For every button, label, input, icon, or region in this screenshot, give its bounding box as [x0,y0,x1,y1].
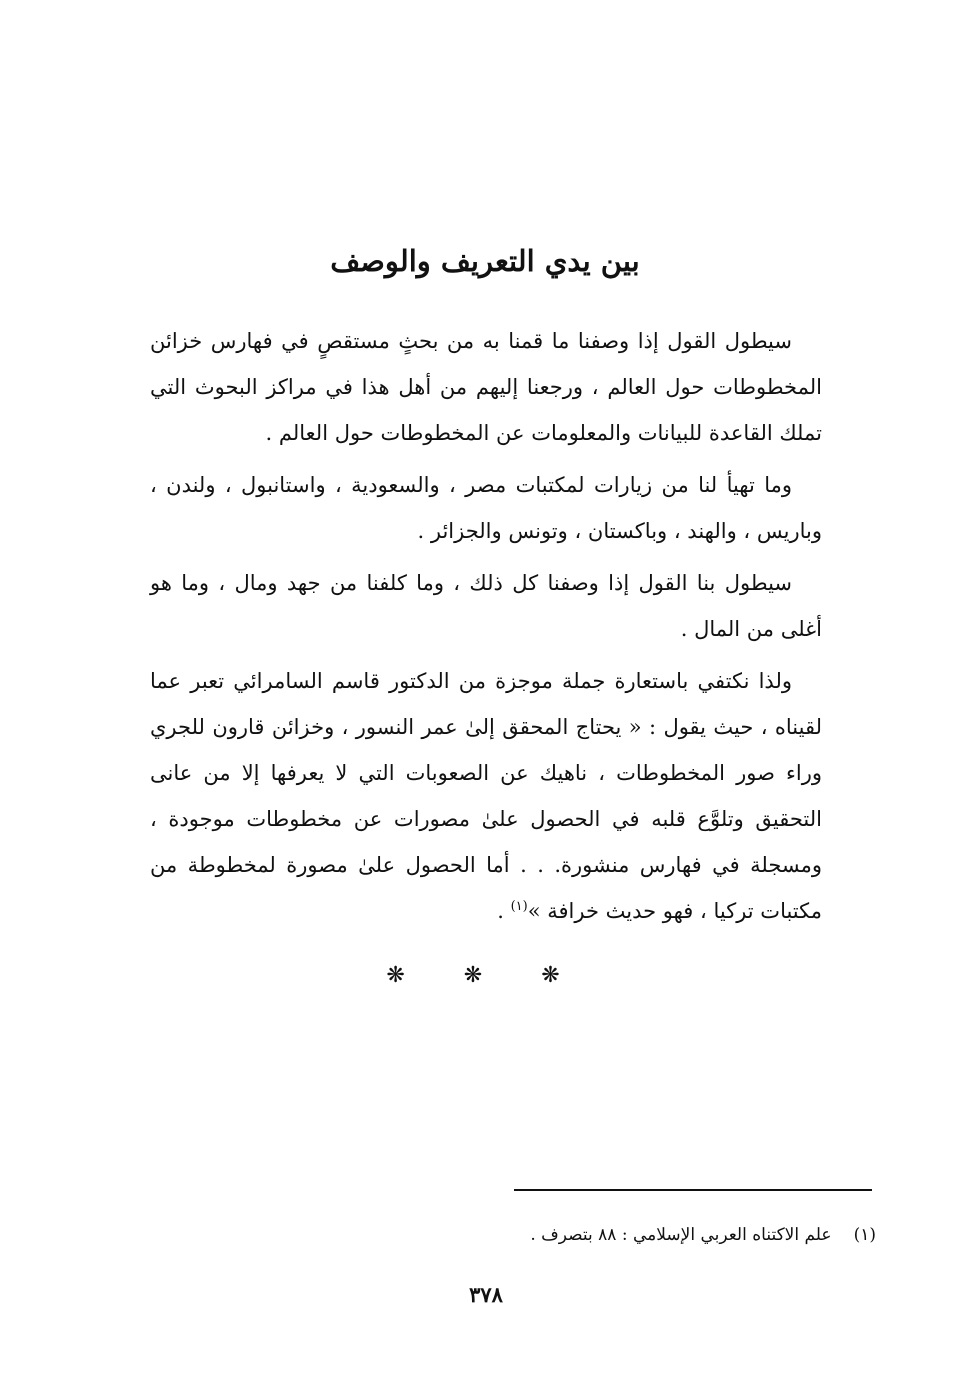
closing-period: . [497,899,511,923]
footnote-text: علم الاكتناه العربي الإسلامي : ٨٨ بتصرف . [530,1225,832,1245]
section-separator: ❋ ❋ ❋ [386,963,586,988]
page-title: بين يدي التعريف والوصف [330,244,640,279]
footnote [150,1218,876,1252]
footnote-number: (١) [853,1225,876,1245]
paragraph-1: سيطول القول إذا وصفنا ما قمنا به من بحثٍ مستقصٍ في فهارس خزائن المخطوطات حول العالم ، ورجعنا إليهم من أهل هذا في مراكز البحوث التي تملك القاعدة للبيانات والمعلومات عن المخطوطات حول العالم . [150,329,822,445]
paragraph-3: سيطول بنا القول إذا وصفنا كل ذلك ، وما كلفنا من جهد ومال ، وما هو أغلى من المال . [150,571,822,641]
footnote-divider [514,1189,872,1191]
footnote-reference: (١) [510,899,528,914]
paragraph-2: وما تهيأ لنا من زيارات لمكتبات مصر ، والسعودية ، واستانبول ، ولندن ، وباريس ، والهند ، وباكستان ، وتونس والجزائر . [150,473,822,543]
page-number: ٣٧٨ [469,1282,503,1307]
quotation-text: ولذا نكتفي باستعارة جملة موجزة من الدكتور قاسم السامرائي تعبر عما لقيناه ، حيث يقول : « يحتاج المحقق إلىٰ عمر النسور ، وخزائن قارون للجري وراء صور المخطوطات ، ناهيك عن الصعوبات التي لا يعرفها إلا من عانى التحقيق وتلوَّع قلبه في الحصول علىٰ مصورات عن مخطوطات موجودة ، ومسجلة في فهارس منشورة. . . أما الحصول علىٰ مصورة لمخطوطة من مكتبات تركيا ، فهو حديث خرافة » [150,669,822,923]
body-text [150,318,822,940]
paragraph-4 [150,658,822,934]
